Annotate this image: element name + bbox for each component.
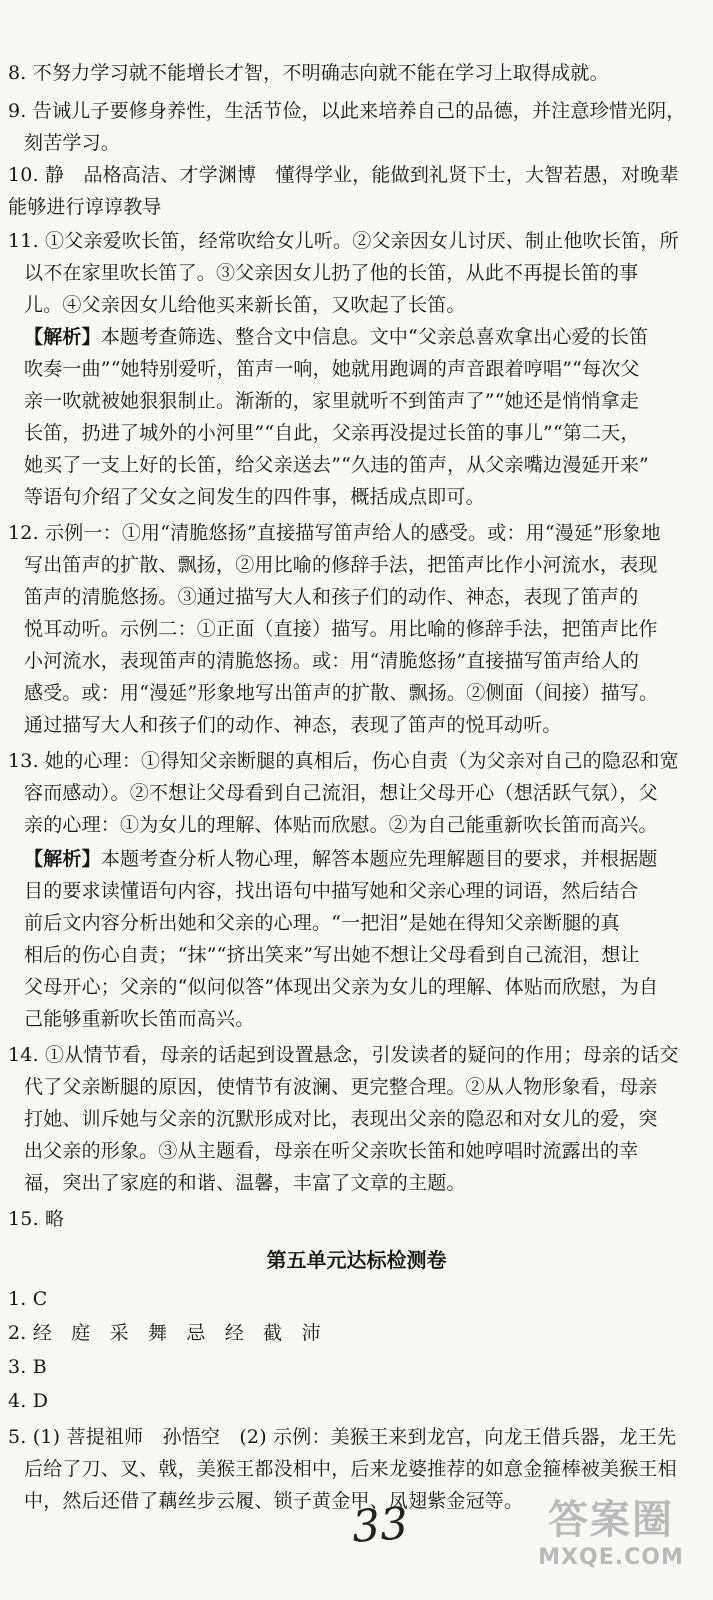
answer-12-line-7: 通过描写大人和孩子们的动作、神态，表现了笛声的悦耳动听。 bbox=[24, 714, 562, 736]
unit5-answer-2: 2. 经 庭 采 舞 忌 经 截 沛 bbox=[8, 1322, 321, 1344]
answer-8-line-1: 8. 不努力学习就不能增长才智，不明确志向就不能在学习上取得成就。 bbox=[8, 62, 609, 84]
analysis-11-line-5: 她买了一支上好的长笛，给父亲送去”“久违的笛声，从父亲嘴边漫延开来” bbox=[24, 454, 649, 476]
answer-14-line-4: 出父亲的形象。③从主题看，母亲在听父亲吹长笛和她哼唱时流露出的幸 bbox=[24, 1140, 639, 1162]
section-title: 第五单元达标检测卷 bbox=[266, 1248, 447, 1272]
answer-14-line-2: 代了父亲断腿的原因，使情节有波澜、更完整合理。②从人物形象看，母亲 bbox=[24, 1076, 658, 1098]
answer-14-line-5: 福，突出了家庭的和谐、温馨，丰富了文章的主题。 bbox=[24, 1172, 466, 1194]
analysis-11-line-4: 长笛，扔进了城外的小河里”“自此，父亲再没提过长笛的事儿”“第二天， bbox=[24, 422, 640, 444]
answer-12-line-6: 感受。或：用“漫延”形象地写出笛声的扩散、飘扬。②侧面（间接）描写。 bbox=[24, 682, 659, 704]
watermark-logo bbox=[521, 1496, 701, 1586]
analysis-13-line-1 bbox=[24, 846, 658, 872]
analysis-tag: 【解析】 bbox=[24, 326, 101, 348]
analysis-13-line-5: 父母开心；父亲的“似问似答”体现出父亲为女儿的理解、体贴而欣慰，为自 bbox=[24, 976, 659, 998]
answer-13-line-2: 容而感动）。②不想让父母看到自己流泪，想让父母开心（想活跃气氛），父 bbox=[24, 782, 658, 804]
page-number: 33 bbox=[350, 1498, 410, 1553]
unit5-answer-5-line-2: 后给了刀、叉、戟，美猴王都没相中，后来龙婆推荐的如意金箍棒被美猴王相 bbox=[24, 1458, 677, 1480]
analysis-11-line-6: 等语句介绍了父女之间发生的四件事，概括成点即可。 bbox=[24, 486, 485, 508]
analysis-11-line-2: 吹奏一曲”“她特别爱听，笛声一响，她就用跑调的声音跟着哼唱”“每次父 bbox=[24, 358, 640, 380]
analysis-13-line-6: 己能够重新吹长笛而高兴。 bbox=[24, 1008, 255, 1030]
analysis-tag: 【解析】 bbox=[24, 848, 101, 870]
answer-10-line-2: 能够进行谆谆教导 bbox=[8, 196, 162, 218]
unit5-answer-3: 3. B bbox=[8, 1356, 47, 1378]
watermark-bottom: MXQE.COM bbox=[538, 1545, 684, 1570]
analysis-11-text-1: 本题考查筛选、整合文中信息。文中“父亲总喜欢拿出心爱的长笛 bbox=[100, 326, 649, 348]
answer-14-line-1: 14. ①从情节看，母亲的话起到设置悬念，引发读者的疑问的作用；母亲的话交 bbox=[8, 1044, 679, 1066]
analysis-13-line-2: 目的要求读懂语句内容，找出语句中描写她和父亲心理的词语，然后结合 bbox=[24, 880, 639, 902]
watermark-top: 答案圈 bbox=[548, 1497, 674, 1543]
answer-12-line-4: 悦耳动听。示例二：①正面（直接）描写。用比喻的修辞手法，把笛声比作 bbox=[24, 618, 658, 640]
answer-12-line-1: 12. 示例一：①用“清脆悠扬”直接描写笛声给人的感受。或：用“漫延”形象地 bbox=[8, 522, 661, 544]
answer-13-line-3: 亲的心理：①为女儿的理解、体贴而欣慰。②为自己能重新吹长笛而高兴。 bbox=[24, 814, 658, 836]
unit5-answer-4: 4. D bbox=[8, 1390, 49, 1412]
answer-11-line-1: 11. ①父亲爱吹长笛，经常吹给女儿听。②父亲因女儿讨厌、制止他吹长笛，所 bbox=[8, 230, 679, 252]
answer-14-line-3: 打她、训斥她与父亲的沉默形成对比，表现出父亲的隐忍和对女儿的爱，突 bbox=[24, 1108, 658, 1130]
answer-11-line-2: 以不在家里吹长笛了。③父亲因女儿扔了他的长笛，从此不再提长笛的事 bbox=[24, 262, 639, 284]
analysis-13-line-3: 前后文内容分析出她和父亲的心理。“一把泪”是她在得知父亲断腿的真 bbox=[24, 912, 620, 934]
unit5-answer-1: 1. C bbox=[8, 1288, 48, 1310]
analysis-11-line-1 bbox=[24, 324, 648, 350]
answer-11-line-3: 儿。④父亲因女儿给他买来新长笛，又吹起了长笛。 bbox=[24, 294, 466, 316]
answer-12-line-5: 小河流水，表现笛声的清脆悠扬。或：用“清脆悠扬”直接描写笛声给人的 bbox=[24, 650, 640, 672]
answer-13-line-1: 13. 她的心理：①得知父亲断腿的真相后，伤心自责（为父亲对自己的隐忍和宽 bbox=[8, 750, 679, 772]
unit5-answer-5-line-1: 5. (1) 菩提祖师 孙悟空 (2) 示例：美猴王来到龙宫，向龙王借兵器，龙王先 bbox=[8, 1426, 677, 1448]
answer-15-line-1: 15. 略 bbox=[8, 1208, 65, 1230]
answer-10-line-1: 10. 静 品格高洁、才学渊博 懂得学业，能做到礼贤下士，大智若愚，对晚辈 bbox=[8, 164, 679, 186]
answer-9-line-2: 刻苦学习。 bbox=[24, 132, 121, 154]
answer-9-line-1: 9. 告诫儿子要修身养性，生活节俭，以此来培养自己的品德，并注意珍惜光阴， bbox=[8, 100, 686, 122]
analysis-13-text-1: 本题考查分析人物心理，解答本题应先理解题目的要求，并根据题 bbox=[100, 848, 658, 870]
answer-12-line-2: 写出笛声的扩散、飘扬，②用比喻的修辞手法，把笛声比作小河流水，表现 bbox=[24, 554, 658, 576]
analysis-13-line-4: 相后的伤心自责；“抹”“挤出笑来”写出她不想让父母看到自己流泪，想让 bbox=[24, 944, 640, 966]
answer-12-line-3: 笛声的清脆悠扬。③通过描写大人和孩子们的动作、神态，表现了笛声的 bbox=[24, 586, 639, 608]
unit5-answer-5-line-3: 中，然后还借了藕丝步云履、锁子黄金甲、凤翅紫金冠等。 bbox=[24, 1490, 524, 1512]
analysis-11-line-3: 亲一吹就被她狠狠制止。渐渐的，家里就听不到笛声了”“她还是悄悄拿走 bbox=[24, 390, 640, 412]
